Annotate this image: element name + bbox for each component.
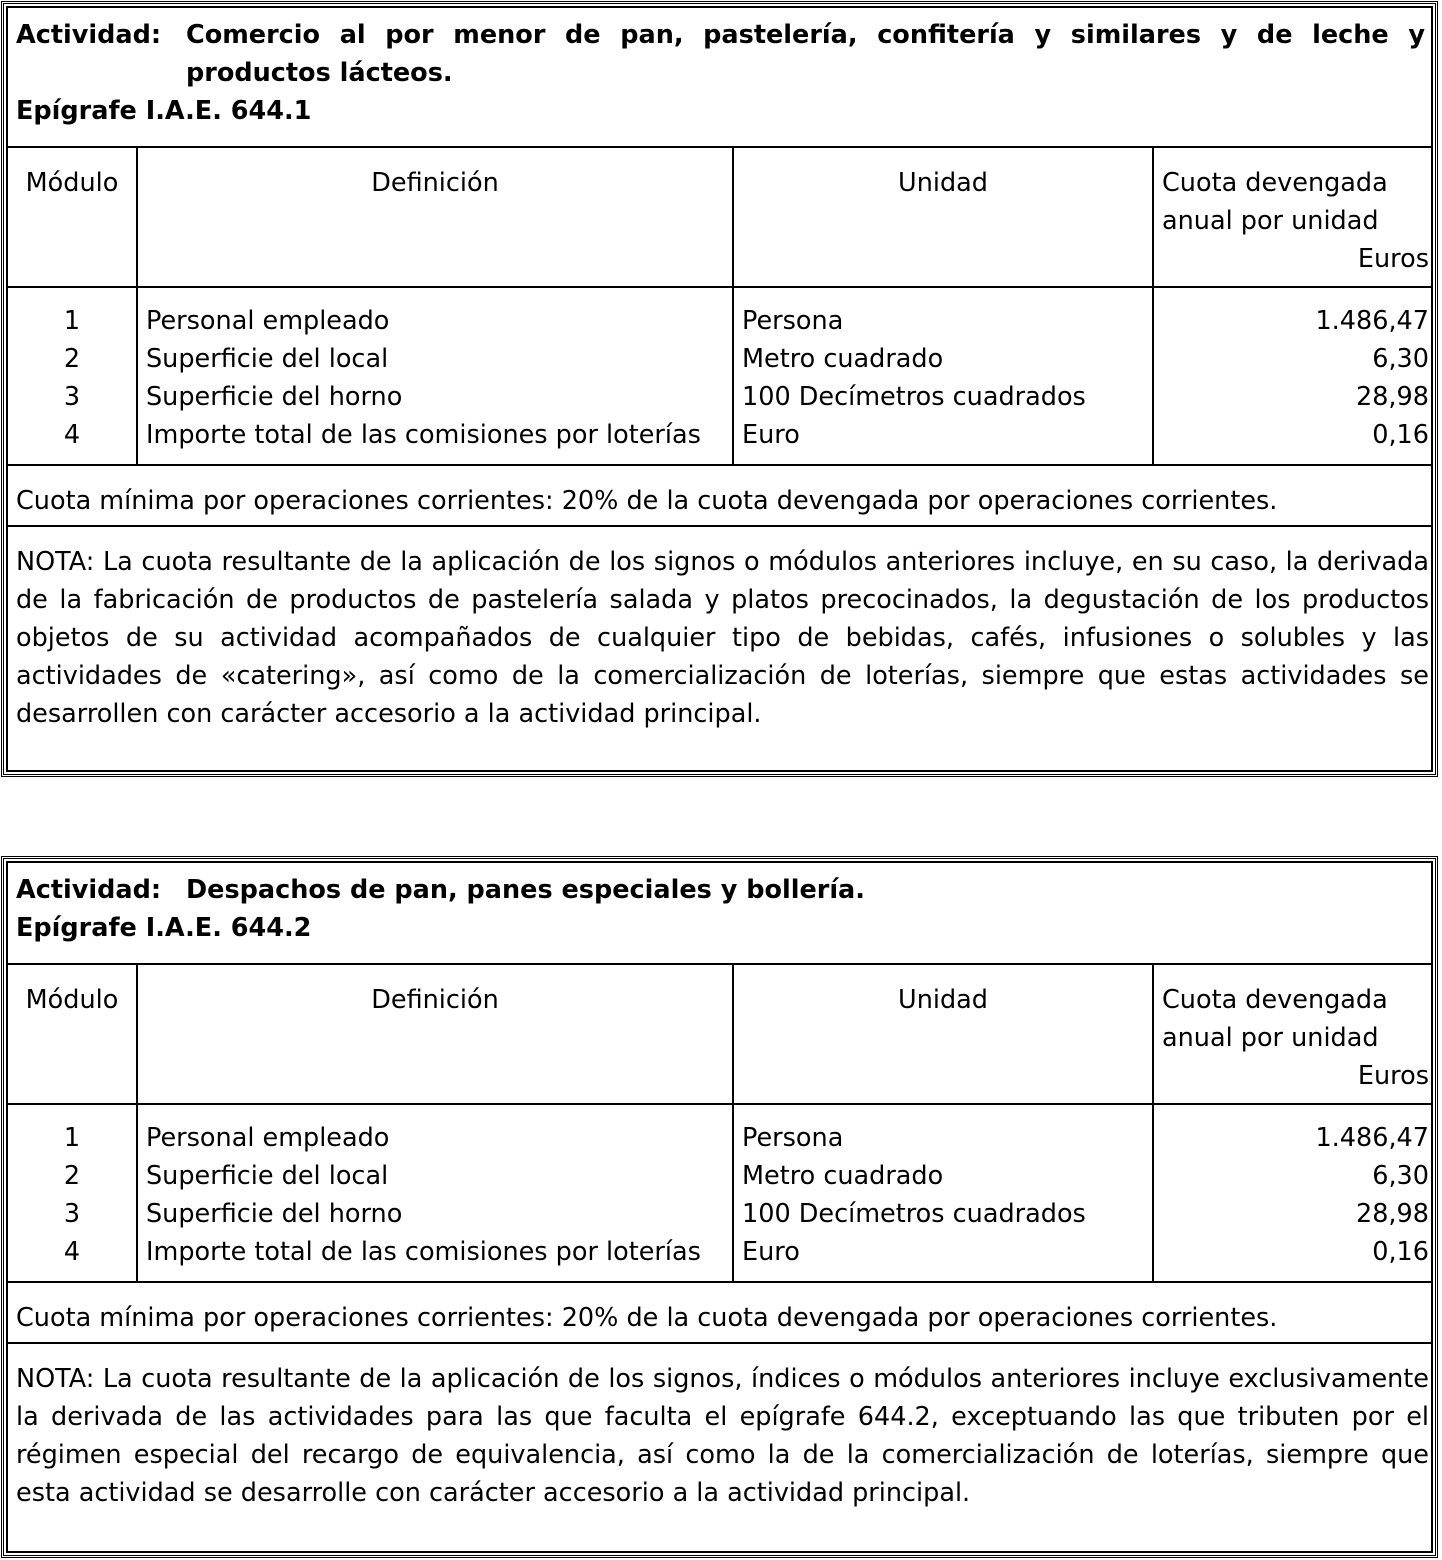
- row-unidad: Persona: [742, 306, 844, 336]
- row-num: 3: [63, 382, 81, 412]
- col-num: [8, 1103, 138, 1281]
- row-num: 2: [63, 344, 81, 374]
- epigrafe-line: Epígrafe I.A.E. 644.2: [16, 913, 312, 943]
- header-definicion: Definición: [138, 148, 734, 286]
- header-cuota-line1: Cuota devengada: [1162, 168, 1388, 198]
- header-cuota-line2: anual por unidad: [1162, 1023, 1379, 1053]
- row-unidad: Euro: [742, 420, 800, 450]
- row-unidad: Persona: [742, 1123, 844, 1153]
- col-cuota: [1154, 286, 1431, 464]
- header-modulo: Módulo: [8, 148, 138, 286]
- column-headers: [8, 965, 1431, 1105]
- row-definicion: Superficie del horno: [146, 382, 403, 412]
- row-definicion: Superficie del local: [146, 1161, 389, 1191]
- header-modulo: Módulo: [8, 965, 138, 1103]
- header-cuota-line3: Euros: [1357, 1061, 1429, 1091]
- header-definicion: Definición: [138, 965, 734, 1103]
- nota: NOTA: La cuota resultante de la aplicación de los signos o módulos anteriores incluye, en su caso, la derivada de la fabricación de productos de pastelería salada y platos precocinados, la degustación de los productos objetos de su actividad acompañados de cualquier tipo de bebidas, cafés, infusiones o solubles y las actividades de «catering», así como de la comercialización de loterías, siempre que estas actividades se desarrollen con carácter accesorio a la actividad principal.: [16, 547, 1429, 729]
- col-unidad: [734, 1103, 1154, 1281]
- table-frame: [6, 6, 1433, 772]
- header-cuota: [1154, 965, 1431, 1103]
- cuota-minima: Cuota mínima por operaciones corrientes: 20% de la cuota devengada por operaciones corrientes.: [8, 1281, 1431, 1344]
- header-cuota-line3: Euros: [1357, 244, 1429, 274]
- row-unidad: 100 Decímetros cuadrados: [742, 1199, 1086, 1229]
- header-unidad: Unidad: [734, 148, 1154, 286]
- header-cuota: [1154, 148, 1431, 286]
- row-num: 1: [63, 1123, 81, 1153]
- module-rows: [8, 286, 1431, 466]
- row-num: 1: [63, 306, 81, 336]
- nota: NOTA: La cuota resultante de la aplicación de los signos, índices o módulos anteriores incluye exclusivamente la derivada de las actividades para las que faculta el epígrafe 644.2, exceptuando las que tributen por el régimen especial del recargo de equivalencia, así como la de la comercialización de loterías, siempre que esta actividad se desarrolle con carácter accesorio a la actividad principal.: [16, 1364, 1429, 1508]
- row-num: 2: [63, 1161, 81, 1191]
- column-headers: [8, 148, 1431, 288]
- header-cuota-line1: Cuota devengada: [1162, 985, 1388, 1015]
- activity-line: [16, 16, 1425, 92]
- row-definicion: Personal empleado: [146, 306, 390, 336]
- row-unidad: Metro cuadrado: [742, 344, 944, 374]
- module-rows: [8, 1103, 1431, 1283]
- row-cuota: 6,30: [1372, 1161, 1429, 1191]
- activity-label: Actividad:: [16, 875, 162, 905]
- row-definicion: Superficie del local: [146, 344, 389, 374]
- row-cuota: 28,98: [1355, 382, 1429, 412]
- col-definicion: [138, 1103, 734, 1281]
- activity-label: Actividad:: [16, 20, 162, 50]
- row-definicion: Importe total de las comisiones por loterías: [146, 1237, 701, 1267]
- row-definicion: Importe total de las comisiones por loterías: [146, 420, 701, 450]
- col-num: [8, 286, 138, 464]
- activity-text: Comercio al por menor de pan, pastelería, confitería y similares y de leche y productos lácteos.: [186, 20, 1425, 88]
- header-unidad: Unidad: [734, 965, 1154, 1103]
- row-unidad: Metro cuadrado: [742, 1161, 944, 1191]
- table-frame: [6, 861, 1433, 1553]
- row-cuota: 0,16: [1372, 1237, 1429, 1267]
- col-definicion: [138, 286, 734, 464]
- module-table-644-2: [1, 856, 1438, 1558]
- header-cuota-line2: anual por unidad: [1162, 206, 1379, 236]
- row-cuota: 1.486,47: [1315, 1123, 1429, 1153]
- activity-line: [16, 871, 1425, 909]
- row-cuota: 28,98: [1355, 1199, 1429, 1229]
- row-unidad: Euro: [742, 1237, 800, 1267]
- col-cuota: [1154, 1103, 1431, 1281]
- row-cuota: 0,16: [1372, 420, 1429, 450]
- row-cuota: 6,30: [1372, 344, 1429, 374]
- cuota-minima: Cuota mínima por operaciones corrientes: 20% de la cuota devengada por operaciones corrientes.: [8, 464, 1431, 527]
- activity-header: [8, 8, 1431, 148]
- row-num: 4: [63, 1237, 81, 1267]
- row-definicion: Personal empleado: [146, 1123, 390, 1153]
- row-num: 4: [63, 420, 81, 450]
- row-num: 3: [63, 1199, 81, 1229]
- module-table-644-1: [1, 1, 1438, 777]
- activity-header: [8, 863, 1431, 965]
- col-unidad: [734, 286, 1154, 464]
- epigrafe-line: Epígrafe I.A.E. 644.1: [16, 96, 312, 126]
- row-definicion: Superficie del horno: [146, 1199, 403, 1229]
- row-cuota: 1.486,47: [1315, 306, 1429, 336]
- activity-text: Despachos de pan, panes especiales y bollería.: [186, 875, 865, 905]
- row-unidad: 100 Decímetros cuadrados: [742, 382, 1086, 412]
